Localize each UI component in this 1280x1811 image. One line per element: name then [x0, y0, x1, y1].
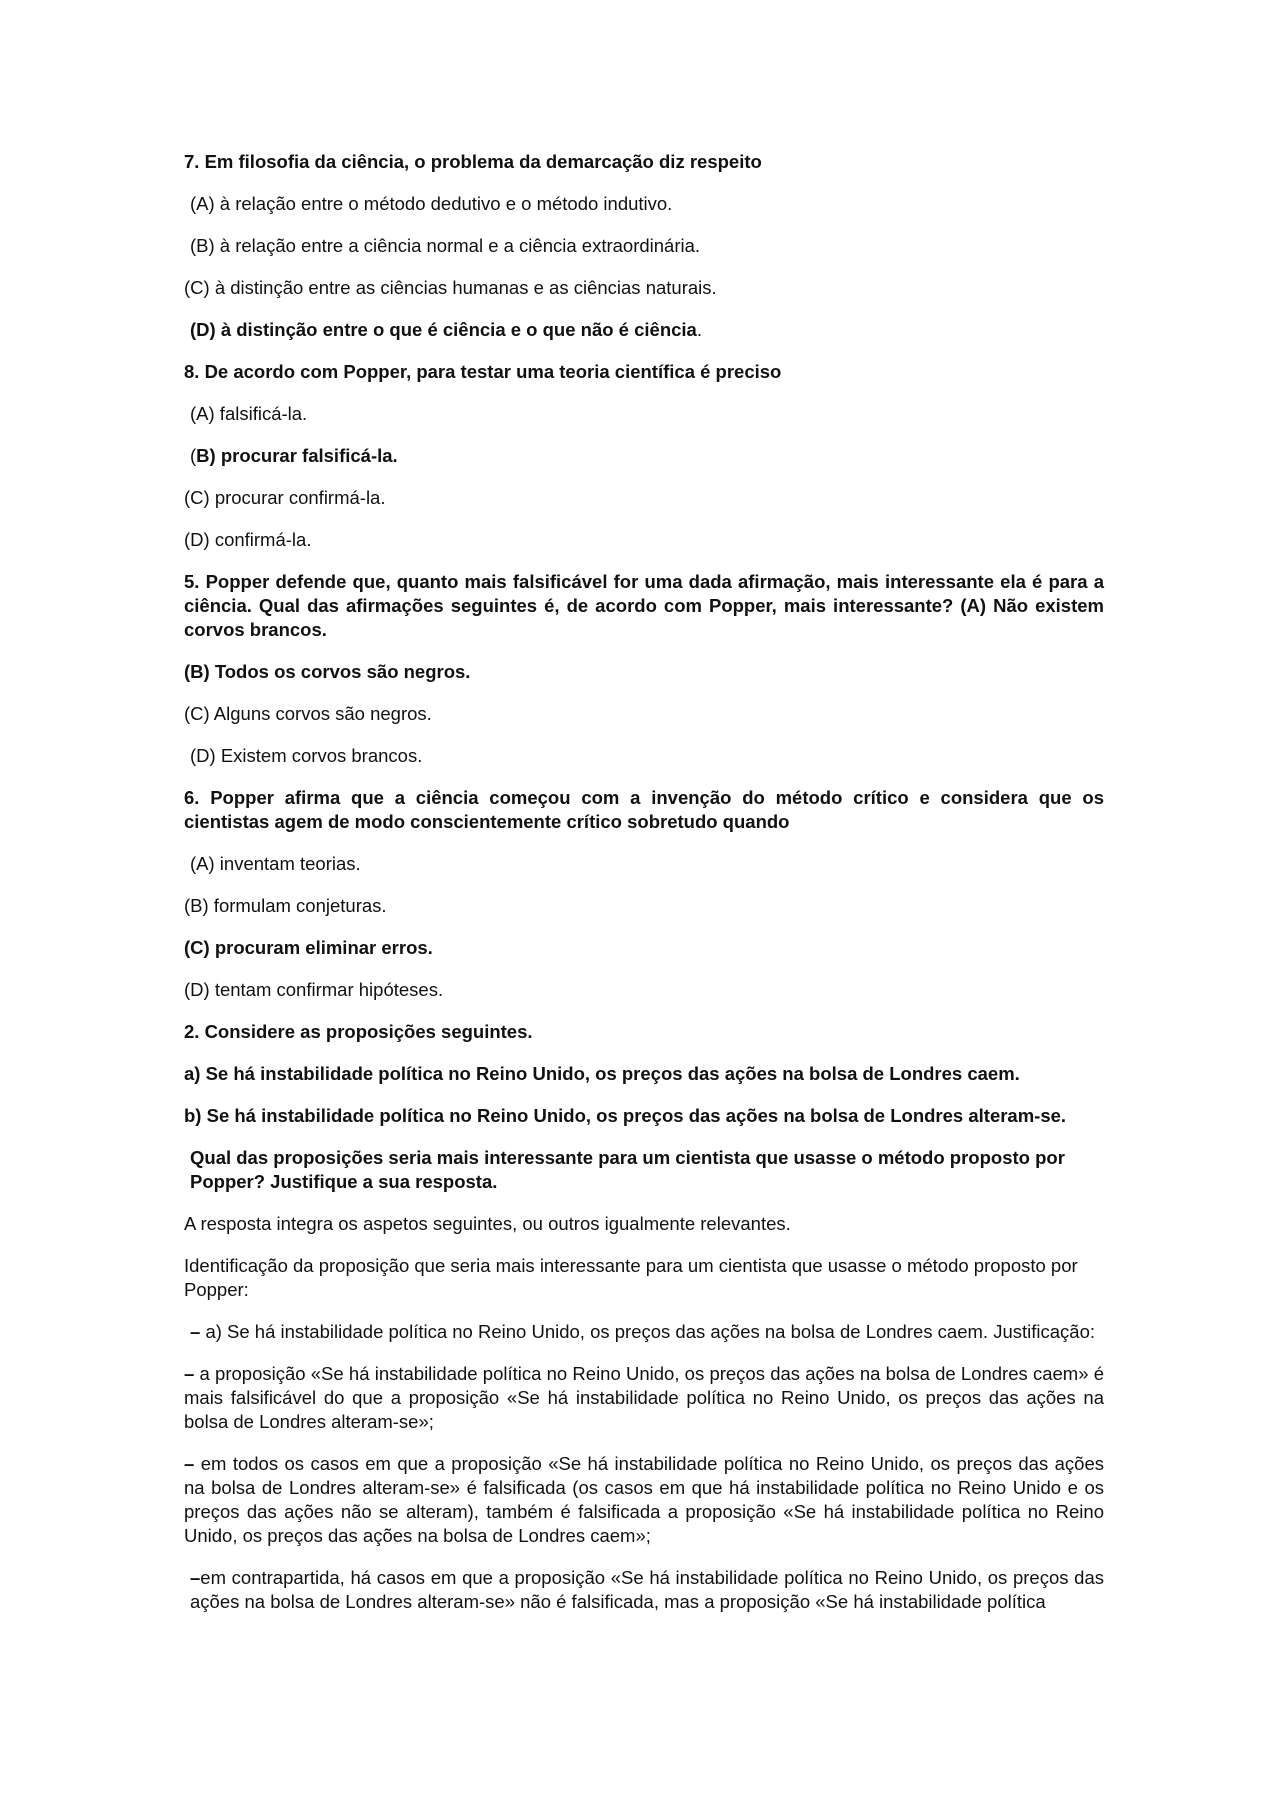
- justification-point-3: [184, 1566, 1104, 1614]
- justification-point-3-text: em contrapartida, há casos em que a proposição «Se há instabilidade política no Reino Unido, os preços das ações na bolsa de Londres alteram-se» não é falsificada, mas a proposição «Se há instabilidade política: [190, 1567, 1104, 1612]
- dash-marker: –: [184, 1453, 195, 1474]
- justification-point-1: [184, 1362, 1104, 1434]
- question-8-option-b-paren: (: [190, 445, 197, 466]
- question-2-prompt: Qual das proposições seria mais interessante para um cientista que usasse o método proposto por Popper? Justifique a sua resposta.: [190, 1147, 1065, 1192]
- question-2-stem: 2. Considere as proposições seguintes.: [184, 1021, 533, 1042]
- question-6-option-d: (D) tentam confirmar hipóteses.: [184, 979, 444, 1000]
- question-5-option-c: (C) Alguns corvos são negros.: [184, 703, 432, 724]
- dash-marker: –: [184, 1363, 195, 1384]
- document-page: [184, 150, 1104, 1632]
- dash-marker: –: [190, 1567, 201, 1588]
- answer-intro: A resposta integra os aspetos seguintes, ou outros igualmente relevantes.: [184, 1213, 791, 1234]
- question-7-option-d: [184, 318, 1104, 342]
- question-8-stem: 8. De acordo com Popper, para testar uma teoria científica é preciso: [184, 361, 782, 382]
- question-7-stem: 7. Em filosofia da ciência, o problema da demarcação diz respeito: [184, 151, 762, 172]
- proposition-a: a) Se há instabilidade política no Reino Unido, os preços das ações na bolsa de Londres caem.: [184, 1063, 1020, 1084]
- question-7-option-c: (C) à distinção entre as ciências humanas e as ciências naturais.: [184, 277, 717, 298]
- dash-marker: –: [190, 1321, 201, 1342]
- question-8-option-d: (D) confirmá-la.: [184, 529, 312, 550]
- proposition-b: b) Se há instabilidade política no Reino Unido, os preços das ações na bolsa de Londres alteram-se.: [184, 1105, 1067, 1126]
- question-7-option-d-period: .: [696, 319, 702, 340]
- question-7-option-b: (B) à relação entre a ciência normal e a ciência extraordinária.: [190, 235, 701, 256]
- question-5-option-d: (D) Existem corvos brancos.: [190, 745, 423, 766]
- question-8-option-c: (C) procurar confirmá-la.: [184, 487, 386, 508]
- justification-point-2: [184, 1452, 1104, 1548]
- question-5-option-b: (B) Todos os corvos são negros.: [184, 661, 471, 682]
- answer-identification: Identificação da proposição que seria mais interessante para um cientista que usasse o método proposto por Popper:: [184, 1255, 1078, 1300]
- question-6-stem: 6. Popper afirma que a ciência começou com a invenção do método crítico e considera que os cientistas agem de modo conscientemente crítico sobretudo quando: [184, 787, 1104, 832]
- question-6-option-b: (B) formulam conjeturas.: [184, 895, 387, 916]
- justification-point-1-text: a proposição «Se há instabilidade política no Reino Unido, os preços das ações na bolsa de Londres caem» é mais falsificável do que a proposição «Se há instabilidade política no Reino Unido, os preços das ações na bolsa de Londres alteram-se»;: [184, 1363, 1105, 1432]
- question-6-option-a: (A) inventam teorias.: [190, 853, 361, 874]
- justification-point-2-text: em todos os casos em que a proposição «Se há instabilidade política no Reino Unido, os preços das ações na bolsa de Londres alteram-se» é falsificada (os casos em que há instabilidade política no Reino Unido e os preços das ações não se alteram), também é falsificada a proposição «Se há instabilidade política no Reino Unido, os preços das ações na bolsa de Londres caem»;: [184, 1453, 1104, 1546]
- question-7-option-a: (A) à relação entre o método dedutivo e o método indutivo.: [190, 193, 673, 214]
- question-8-option-a: (A) falsificá-la.: [190, 403, 308, 424]
- question-5-stem: 5. Popper defende que, quanto mais falsificável for uma dada afirmação, mais interessante ela é para a ciência. Qual das afirmações seguintes é, de acordo com Popper, mais interessante? (A) Não existem corvos brancos.: [184, 571, 1104, 640]
- question-6-option-c: (C) procuram eliminar erros.: [184, 937, 433, 958]
- question-8-option-b: [184, 444, 1104, 468]
- question-8-option-b-text: B) procurar falsificá-la.: [196, 445, 398, 466]
- answer-chosen-proposition: [184, 1320, 1104, 1344]
- question-7-option-d-text: (D) à distinção entre o que é ciência e o que não é ciência: [190, 319, 697, 340]
- answer-chosen-text: a) Se há instabilidade política no Reino Unido, os preços das ações na bolsa de Londres caem. Justificação:: [205, 1321, 1096, 1342]
